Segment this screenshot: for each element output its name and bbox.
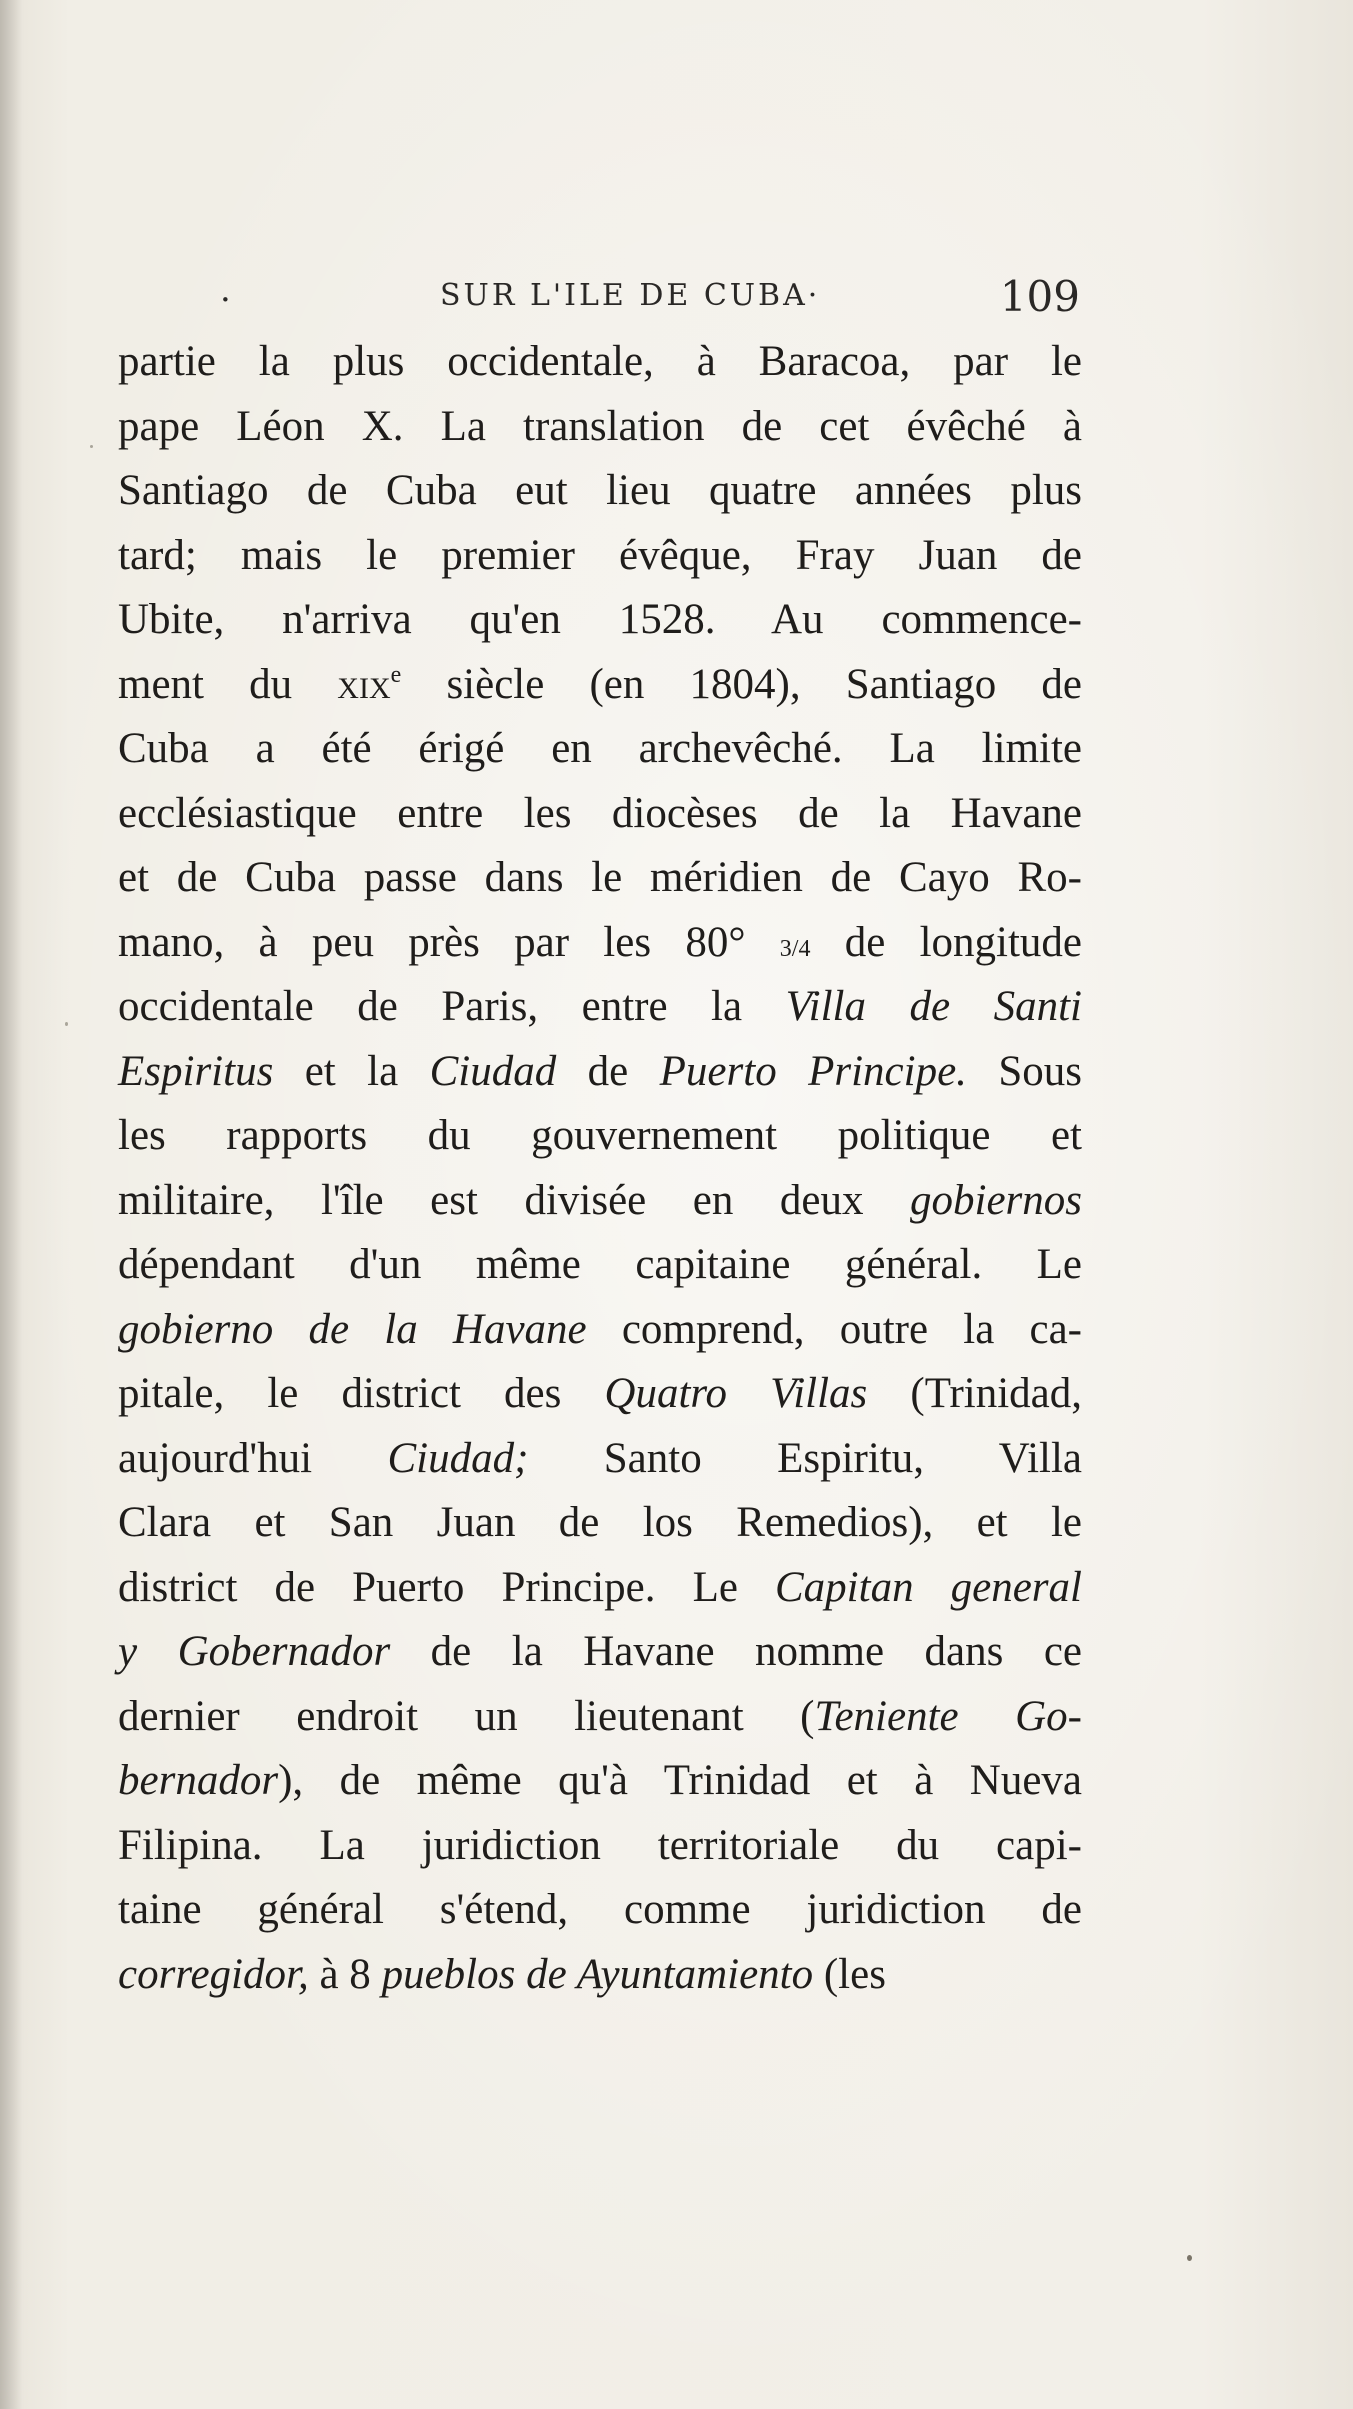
- paper-speck: [65, 1022, 68, 1026]
- text-line: [118, 1556, 1082, 1621]
- italic-span: Quatro Villas: [604, 1370, 868, 1417]
- text-line: [118, 1233, 1082, 1298]
- sup-span: e: [390, 661, 402, 688]
- text-line: [118, 524, 1082, 589]
- text-span: de longitude: [810, 918, 1083, 966]
- text-span: aujourd'hui: [118, 1434, 388, 1482]
- text-span: ), de même qu'à Trinidad et à Nueva: [278, 1757, 1082, 1804]
- body-text: [118, 330, 1082, 2007]
- italic-span: Teniente Go-: [814, 1692, 1082, 1740]
- text-line: [118, 1040, 1082, 1105]
- text-line: [118, 911, 1082, 976]
- text-span: de: [556, 1047, 660, 1095]
- sc-span: xix: [337, 660, 391, 708]
- text-line: [118, 1685, 1082, 1750]
- page-number: 109: [999, 272, 1080, 321]
- text-span: tard; mais le premier évêque, Fray Juan de: [118, 531, 1082, 579]
- text-line: [118, 588, 1082, 653]
- text-span: militaire, l'île est divisée en deux: [118, 1176, 910, 1224]
- text-line: [118, 459, 1082, 524]
- text-span: et la: [273, 1047, 430, 1095]
- italic-span: Puerto Principe.: [659, 1047, 967, 1095]
- text-span: Santiago de Cuba eut lieu quatre années plus: [118, 467, 1082, 514]
- text-line: [118, 1298, 1082, 1363]
- text-span: district de Puerto Principe. Le: [118, 1563, 775, 1611]
- text-span: pape Léon X. La translation de cet évêché à: [118, 402, 1082, 450]
- text-span: occidentale de Paris, entre la: [118, 983, 786, 1030]
- text-span: les rapports du gouvernement politique et: [118, 1112, 1082, 1159]
- text-span: Santo Espiritu, Villa: [528, 1434, 1083, 1482]
- text-line: [118, 975, 1082, 1040]
- text-span: (Trinidad,: [867, 1370, 1083, 1417]
- italic-span: Ciudad;: [387, 1434, 529, 1482]
- text-span: et de Cuba passe dans le méridien de Cayo Ro-: [118, 854, 1082, 901]
- running-head: [120, 262, 1080, 322]
- italic-span: y Gobernador: [118, 1628, 391, 1675]
- text-line: [118, 782, 1082, 847]
- text-span: comprend, outre la ca-: [586, 1305, 1083, 1353]
- italic-span: Villa de Santi: [785, 983, 1082, 1030]
- text-span: Cuba a été érigé en archevêché. La limite: [118, 725, 1082, 772]
- text-line: [118, 1104, 1082, 1169]
- text-span: à 8: [308, 1950, 382, 1998]
- text-span: taine général s'étend, comme juridiction de: [118, 1886, 1082, 1933]
- text-span: Filipina. La juridiction territoriale du capi-: [118, 1821, 1082, 1869]
- text-span: (les: [813, 1950, 886, 1998]
- text-line: [118, 653, 1082, 718]
- text-span: Ubite, n'arriva qu'en 1528. Au commence-: [118, 596, 1082, 643]
- text-span: pitale, le district des: [118, 1370, 605, 1417]
- text-line: [118, 1878, 1082, 1943]
- text-line: [118, 1491, 1082, 1556]
- italic-span: Espiritus: [118, 1047, 274, 1095]
- text-line: [118, 1169, 1082, 1234]
- italic-span: pueblos de Ayuntamiento: [381, 1950, 814, 1998]
- text-line: [118, 1814, 1082, 1879]
- text-span: ment du: [118, 660, 338, 708]
- italic-span: Capitan general: [775, 1563, 1082, 1611]
- text-span: dépendant d'un même capitaine général. Le: [118, 1241, 1082, 1288]
- text-span: mano, à peu près par les 80°: [118, 918, 780, 966]
- text-line: [118, 717, 1082, 782]
- paper-speck: [1187, 2255, 1192, 2261]
- italic-span: Ciudad: [429, 1047, 557, 1095]
- running-head-title: SUR L'ILE DE CUBA·: [440, 278, 821, 313]
- text-line: [118, 1620, 1082, 1685]
- text-line: [118, 1749, 1082, 1814]
- text-span: ecclésiastique entre les diocèses de la Havane: [118, 789, 1082, 837]
- text-line: [118, 1362, 1082, 1427]
- gutter-shadow: [0, 0, 22, 2409]
- text-span: dernier endroit un lieutenant (: [118, 1692, 815, 1740]
- italic-span: gobierno de la Havane: [118, 1305, 587, 1353]
- text-span: de la Havane nomme dans ce: [390, 1628, 1082, 1675]
- text-line: [118, 330, 1082, 395]
- text-span: Clara et San Juan de los Remedios), et le: [118, 1499, 1082, 1546]
- paper-speck: [90, 445, 93, 448]
- text-line: [118, 846, 1082, 911]
- text-line: [118, 1427, 1082, 1492]
- italic-span: bernador: [118, 1757, 279, 1804]
- italic-span: corregidor,: [118, 1950, 309, 1998]
- text-span: partie la plus occidentale, à Baracoa, par le: [118, 338, 1082, 385]
- text-span: Sous: [966, 1047, 1082, 1095]
- text-span: siècle (en 1804), Santiago de: [401, 660, 1082, 708]
- text-line: [118, 395, 1082, 460]
- text-line: [118, 1943, 1082, 2008]
- frac-span: 3/4: [779, 935, 811, 962]
- italic-span: gobiernos: [910, 1176, 1082, 1224]
- running-head-dot: ·: [220, 280, 231, 320]
